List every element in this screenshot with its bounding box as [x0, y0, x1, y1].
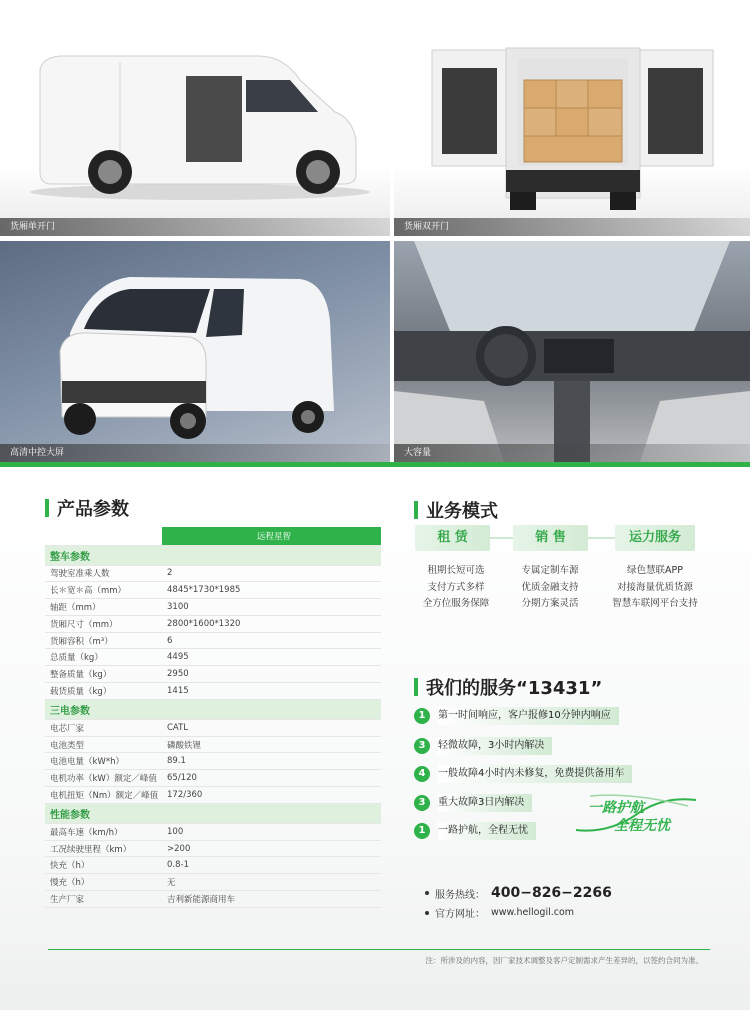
- service-text: 一路护航，全程无忧: [438, 822, 536, 840]
- spec-value: 2950: [162, 666, 381, 683]
- spec-label: 工况续驶里程（km）: [45, 840, 162, 857]
- spec-label: 总质量（kg）: [45, 649, 162, 666]
- spec-row: [45, 770, 381, 787]
- spec-row: [45, 874, 381, 891]
- spec-label: 最高车速（km/h）: [45, 823, 162, 840]
- spec-row: [45, 891, 381, 908]
- service-badge-logo: [570, 792, 702, 836]
- spec-value: 0.8-1: [162, 857, 381, 874]
- spec-row: [45, 683, 381, 700]
- service-title: 我们的服务“13431”: [426, 678, 603, 699]
- spec-label: 慢充（h）: [45, 874, 162, 891]
- service-item: [414, 707, 619, 725]
- cabin-interior-photo: [394, 241, 750, 462]
- photo-caption: 大容量: [394, 444, 750, 462]
- spec-row: [45, 823, 381, 840]
- van-front-photo: [0, 241, 390, 462]
- spec-value: 吉利新能源商用车: [162, 891, 381, 908]
- van-front-illustration: [0, 241, 390, 462]
- spec-model-name: 远程星智: [162, 527, 381, 545]
- service-number-badge: 4: [414, 766, 430, 782]
- spec-table: [45, 527, 381, 908]
- spec-row: [45, 753, 381, 770]
- list-item: 全方位服务保障: [422, 598, 490, 609]
- business-list-transport: [600, 563, 710, 613]
- spec-label: 长＊宽＊高（mm）: [45, 582, 162, 599]
- spec-value: 磷酸铁锂: [162, 736, 381, 753]
- spec-label: 整备质量（kg）: [45, 666, 162, 683]
- spec-group-row: [45, 545, 381, 565]
- website-link[interactable]: www.hellogil.com: [491, 907, 575, 918]
- service-item: [414, 794, 532, 812]
- van-rear-photo: [394, 0, 750, 236]
- spec-row: [45, 857, 381, 874]
- spec-row: [45, 582, 381, 599]
- bullet-icon: [425, 911, 429, 915]
- badge-line-1: 一路护航: [588, 800, 644, 816]
- cabin-illustration: [394, 241, 750, 462]
- spec-value: 无: [162, 874, 381, 891]
- service-item: [414, 765, 632, 783]
- list-item: 优质金融支持: [521, 581, 579, 593]
- spec-group-label: 性能参数: [45, 803, 381, 823]
- spec-group-row: [45, 699, 381, 719]
- footer-disclaimer: 注：所涉及的内容，因厂家技术调整及客户定制需求产生差异的，以签约合同为准。: [425, 956, 703, 965]
- spec-value: 3100: [162, 599, 381, 616]
- hotline-number[interactable]: 400−826−2266: [491, 885, 612, 901]
- spec-value: 4845*1730*1985: [162, 582, 381, 599]
- spec-label: 电池电量（kW*h）: [45, 753, 162, 770]
- service-number-badge: 1: [414, 823, 430, 839]
- badge-graphic: [570, 792, 702, 836]
- spec-value: 4495: [162, 649, 381, 666]
- service-text: 轻微故障，3小时内解决: [438, 737, 552, 755]
- spec-value: 100: [162, 823, 381, 840]
- business-list-sale: [504, 563, 596, 613]
- business-title: 业务模式: [426, 501, 498, 522]
- website-label: 官方网址：: [435, 909, 485, 920]
- spec-group-row: [45, 803, 381, 823]
- bullet-icon: [425, 891, 429, 895]
- spec-label: 驾驶室准乘人数: [45, 565, 162, 582]
- spec-label: 电机扭矩（Nm）额定／峰值: [45, 787, 162, 804]
- spec-row: [45, 736, 381, 753]
- photo-caption: 高清中控大屏: [0, 444, 390, 462]
- spec-header-row: [45, 527, 381, 545]
- tab-connector: [588, 537, 615, 539]
- photo-grid: [0, 0, 750, 462]
- service-heading: [414, 674, 602, 700]
- van-side-illustration: [0, 0, 390, 236]
- van-side-photo: [0, 0, 390, 236]
- service-number-badge: 3: [414, 738, 430, 754]
- spec-header-blank: [45, 527, 162, 545]
- spec-value: 1415: [162, 683, 381, 700]
- service-number-badge: 1: [414, 708, 430, 724]
- heading-accent-bar: [414, 501, 418, 519]
- list-item: 支付方式多样: [427, 581, 485, 593]
- spec-value: 65/120: [162, 770, 381, 787]
- spec-label: 快充（h）: [45, 857, 162, 874]
- business-list-rent: [410, 563, 502, 613]
- spec-label: 电池类型: [45, 736, 162, 753]
- hotline-label: 服务热线：: [435, 889, 485, 901]
- spec-value: 2800*1600*1320: [162, 615, 381, 632]
- spec-label: 电机功率（kW）额定／峰值: [45, 770, 162, 787]
- spec-row: [45, 615, 381, 632]
- spec-heading: [45, 495, 129, 521]
- list-item: 租期长短可选: [427, 565, 485, 576]
- spec-label: 货厢容积（m³）: [45, 632, 162, 649]
- van-rear-illustration: [394, 0, 750, 236]
- spec-row: [45, 649, 381, 666]
- badge-line-2: 全程无忧: [614, 818, 670, 834]
- heading-accent-bar: [45, 499, 49, 517]
- spec-value: 89.1: [162, 753, 381, 770]
- tab-connector: [490, 537, 513, 539]
- list-item: 分期方案灵活: [521, 598, 579, 609]
- photo-caption: 货厢单开门: [0, 218, 390, 236]
- spec-row: [45, 840, 381, 857]
- service-item: [414, 737, 552, 755]
- spec-group-label: 整车参数: [45, 545, 381, 565]
- spec-title: 产品参数: [57, 499, 129, 520]
- spec-value: CATL: [162, 719, 381, 736]
- business-tab-rent: 租 赁: [415, 525, 490, 551]
- business-tab-transport: 运力服务: [615, 525, 695, 551]
- spec-value: 172/360: [162, 787, 381, 804]
- spec-group-label: 三电参数: [45, 699, 381, 719]
- spec-label: 货厢尺寸（mm）: [45, 615, 162, 632]
- hotline-row: [425, 885, 612, 901]
- list-item: 对接海量优质货源: [616, 581, 693, 593]
- spec-value: >200: [162, 840, 381, 857]
- photo-caption: 货厢双开门: [394, 218, 750, 236]
- website-row: [425, 905, 574, 920]
- spec-row: [45, 666, 381, 683]
- footer-divider: [48, 949, 710, 950]
- spec-value: 2: [162, 565, 381, 582]
- spec-label: 载货质量（kg）: [45, 683, 162, 700]
- spec-row: [45, 565, 381, 582]
- spec-label: 生产厂家: [45, 891, 162, 908]
- spec-label: 轴距（mm）: [45, 599, 162, 616]
- service-text: 第一时间响应，客户报修10分钟内响应: [438, 707, 619, 725]
- list-item: 专属定制车源: [521, 565, 579, 576]
- spec-row: [45, 719, 381, 736]
- business-tab-sale: 销 售: [513, 525, 588, 551]
- spec-row: [45, 599, 381, 616]
- spec-row: [45, 787, 381, 804]
- service-text: 一般故障4小时内未修复，免费提供备用车: [438, 765, 632, 783]
- spec-label: 电芯厂家: [45, 719, 162, 736]
- business-heading: [414, 497, 498, 523]
- heading-accent-bar: [414, 678, 418, 696]
- service-item: [414, 822, 536, 840]
- list-item: 智慧车联网平台支持: [612, 598, 698, 609]
- service-number-badge: 3: [414, 795, 430, 811]
- list-item: 绿色慧联APP: [627, 565, 683, 576]
- spec-value: 6: [162, 632, 381, 649]
- spec-row: [45, 632, 381, 649]
- service-text: 重大故障3日内解决: [438, 794, 532, 812]
